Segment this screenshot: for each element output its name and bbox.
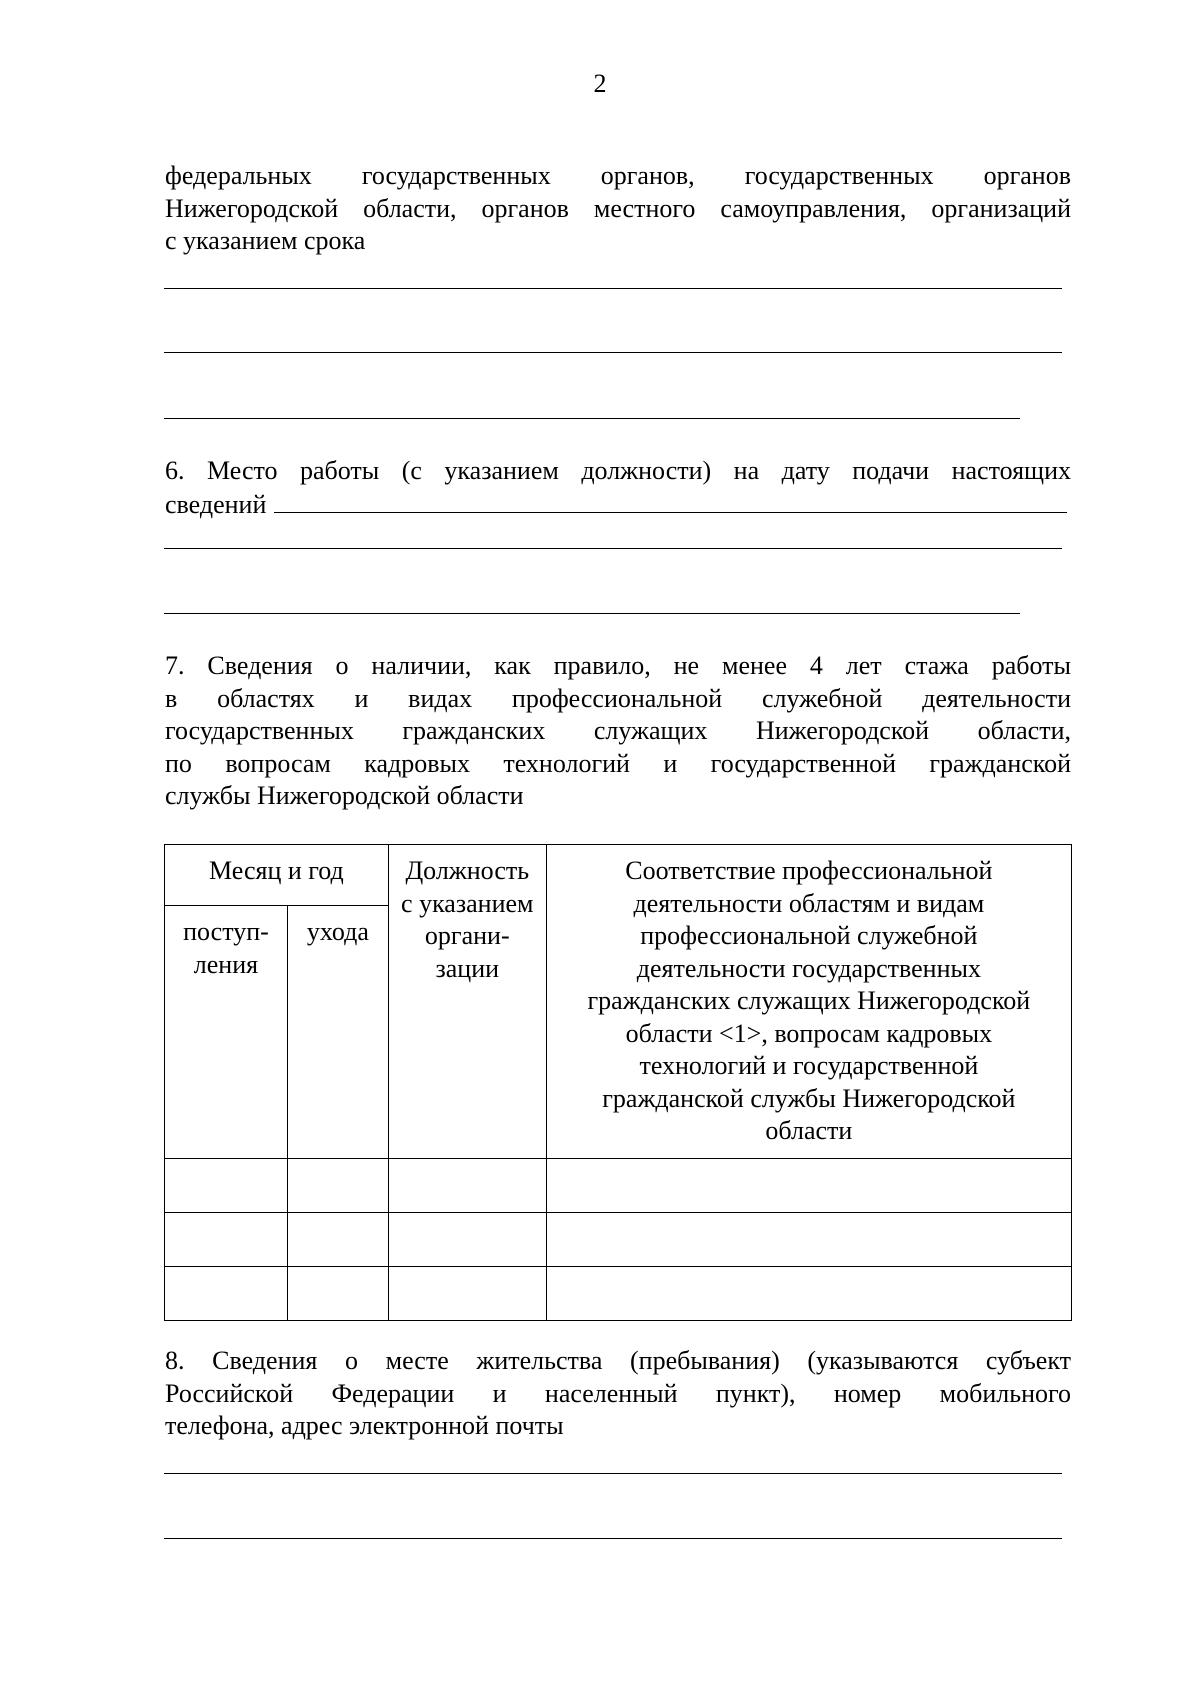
table-cell-compliance[interactable]	[546, 1212, 1071, 1266]
intro-line-3: с указанием срока	[165, 226, 366, 255]
section-6-fill-line[interactable]	[274, 488, 1067, 513]
table-cell-exit[interactable]	[287, 1266, 388, 1320]
experience-table	[164, 844, 1072, 1321]
table-row	[165, 1158, 1072, 1212]
table-cell-exit[interactable]	[287, 1212, 388, 1266]
header-compliance: Соответствие профессиональной деятельности областям и видам профессиональной служебной деятельности государственных гражданских служащих Нижегородской области <1>, вопросам кадровых технологий и государственной гражданской службы Нижегородской области	[546, 845, 1071, 1159]
section-7-line-1: 7. Сведения о наличии, как правило, не менее 4 лет стажа работы	[165, 651, 1071, 680]
section-6-line-1: 6. Место работы (с указанием должности) на дату подачи настоящих	[165, 456, 1071, 485]
table-cell-compliance[interactable]	[546, 1266, 1071, 1320]
table-cell-position[interactable]	[388, 1266, 546, 1320]
table-cell-position[interactable]	[388, 1212, 546, 1266]
table-cell-entry[interactable]	[165, 1212, 288, 1266]
fill-line-section-8-1[interactable]	[164, 1473, 1062, 1474]
section-6	[165, 455, 1071, 521]
intro-line-2: Нижегородской области, органов местного самоуправления, организаций	[165, 193, 1071, 223]
table-header-row-1	[165, 845, 1072, 906]
section-7-line-3: государственных гражданских служащих Нижегородской области,	[165, 716, 1071, 745]
fill-line-section-8-2[interactable]	[164, 1538, 1062, 1539]
table-cell-exit[interactable]	[287, 1158, 388, 1212]
table-row	[165, 1266, 1072, 1320]
table-cell-position[interactable]	[388, 1158, 546, 1212]
table-cell-entry[interactable]	[165, 1158, 288, 1212]
table-cell-compliance[interactable]	[546, 1158, 1071, 1212]
table-cell-entry[interactable]	[165, 1266, 288, 1320]
fill-line-intro-3[interactable]	[164, 418, 1020, 419]
section-8-line-2: Российской Федерации и населенный пункт), номер мобильного	[165, 1378, 1071, 1408]
fill-line-intro-1[interactable]	[164, 288, 1062, 289]
fill-line-section-6-1[interactable]	[164, 548, 1062, 549]
header-entry: поступ- ления	[165, 906, 288, 1159]
section-7-line-5: службы Нижегородской области	[165, 781, 524, 810]
header-month-year: Месяц и год	[165, 845, 389, 906]
section-8-line-1: 8. Сведения о месте жительства (пребывания) (указываются субъект	[165, 1346, 1071, 1375]
intro-line-1: федеральных государственных органов, государственных органов	[165, 161, 1071, 190]
header-position: Должность с указанием органи- зации	[388, 845, 546, 1159]
section-6-fill-row	[165, 488, 1071, 522]
fill-line-intro-2[interactable]	[164, 352, 1062, 353]
section-8	[165, 1345, 1071, 1443]
section-7-line-2: в областях и видах профессиональной служебной деятельности	[165, 683, 1071, 713]
page-number: 2	[593, 69, 607, 98]
table-row	[165, 1212, 1072, 1266]
section-8-line-3: телефона, адрес электронной почты	[165, 1411, 564, 1440]
section-6-fill-label: сведений	[165, 489, 267, 519]
header-exit: ухода	[287, 906, 388, 1159]
intro-paragraph	[165, 160, 1071, 258]
section-7	[165, 650, 1071, 813]
section-7-line-4: по вопросам кадровых технологий и государственной гражданской	[165, 748, 1071, 778]
fill-line-section-6-2[interactable]	[164, 613, 1020, 614]
